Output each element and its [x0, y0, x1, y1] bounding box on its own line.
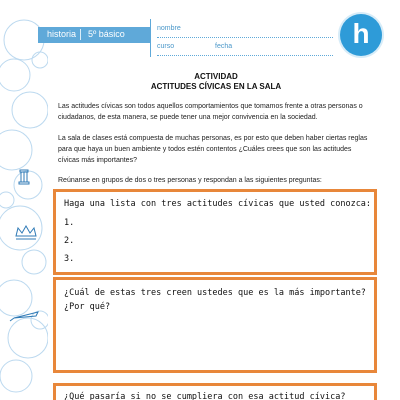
- list-item: 3.: [64, 254, 75, 264]
- question-why: ¿Por qué?: [64, 302, 111, 312]
- column-icon: [19, 170, 29, 184]
- intro-paragraph-line: ciudadanos, de esta manera, se puede tener una mejor convivencia en la sociedad.: [58, 114, 318, 121]
- subject-separator: [80, 29, 81, 40]
- question-list-civic-attitudes: Haga una lista con tres actitudes cívicas que usted conozca:: [64, 199, 372, 209]
- logo-letter: h: [352, 18, 370, 49]
- subject-label: historia: [47, 29, 77, 39]
- context-paragraph-line: cívicas más importantes?: [58, 157, 137, 164]
- question-most-important: ¿Cuál de estas tres creen ustedes que es la más importante?: [64, 288, 366, 298]
- answer-box-list[interactable]: [53, 189, 377, 275]
- grade-label: 5º básico: [88, 29, 125, 39]
- brand-logo: [340, 14, 382, 56]
- activity-title: ACTIVIDAD: [194, 72, 238, 81]
- answer-box-consequence[interactable]: [53, 383, 377, 400]
- answer-box-most-important[interactable]: [53, 277, 377, 373]
- instruction-paragraph: Reúnanse en grupos de dos o tres personas y respondan a las siguientes preguntas:: [58, 177, 322, 184]
- student-info-form: [150, 19, 339, 57]
- list-item: 2.: [64, 236, 75, 246]
- course-date-field[interactable]: [157, 43, 333, 56]
- name-field[interactable]: [157, 25, 333, 38]
- name-label: nombre: [157, 25, 181, 32]
- intro-paragraph-line: Las actitudes cívicas son todos aquellos comportamientos que tomamos frente a otras personas o: [58, 103, 363, 110]
- decorative-left-border: [0, 0, 48, 400]
- subject-bar: [38, 27, 150, 43]
- crown-icon: [16, 226, 36, 239]
- question-consequence: ¿Qué pasaría si no se cumpliera con esa actitud cívica?: [64, 392, 346, 400]
- activity-subtitle: ACTITUDES CÍVICAS EN LA SALA: [150, 82, 282, 91]
- context-paragraph-line: para que haya un buen ambiente y todos estén contentos ¿Cuáles crees que son las actitudes: [58, 146, 352, 153]
- course-label: curso: [157, 43, 175, 50]
- list-item: 1.: [64, 218, 75, 228]
- context-paragraph-line: La sala de clases está compuesta de muchas personas, es por esto que deben haber ciertas reglas: [58, 135, 368, 142]
- date-label: fecha: [215, 43, 233, 50]
